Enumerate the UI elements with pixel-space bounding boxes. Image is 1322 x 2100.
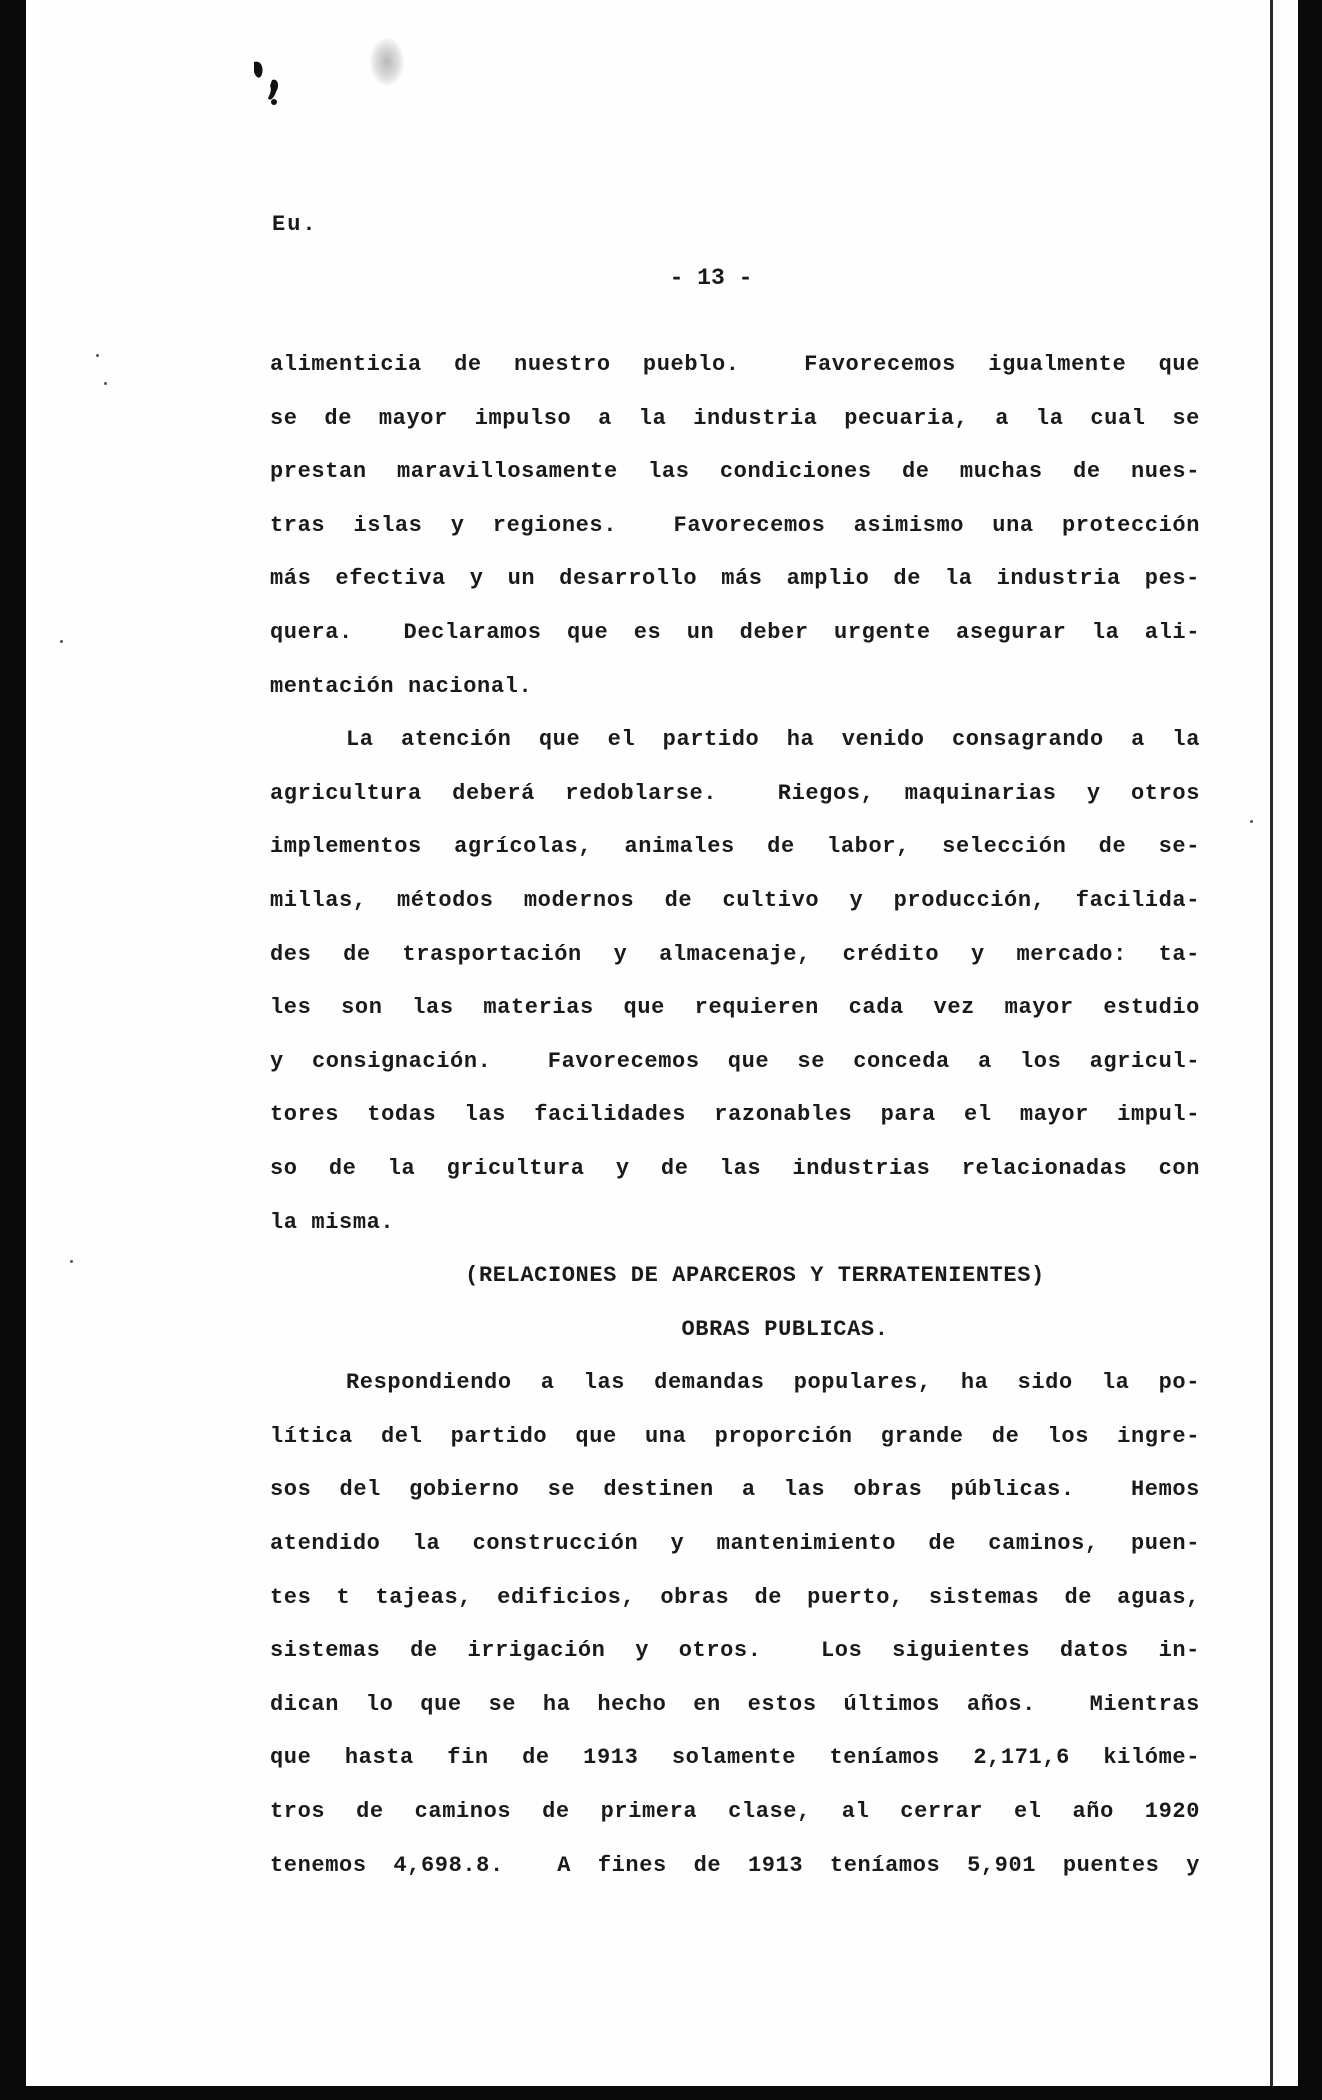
scan-left-border	[0, 0, 26, 2100]
text-line: Respondiendo a las demandas populares, ha sido la po-	[346, 1370, 1200, 1396]
section-subheading: (RELACIONES DE APARCEROS Y TERRATENIENTES)	[465, 1263, 1045, 1289]
text-line: millas, métodos modernos de cultivo y producción, facilida-	[270, 887, 1200, 913]
paragraph-1	[270, 338, 1200, 713]
text-line: sos del gobierno se destinen a las obras públicas. Hemos	[270, 1477, 1200, 1503]
scan-right-border	[1298, 0, 1322, 2100]
text-line: que hasta fin de 1913 solamente teníamos 2,171,6 kilóme-	[270, 1745, 1200, 1771]
page-edge-line	[1270, 0, 1273, 2086]
text-line: alimenticia de nuestro pueblo. Favorecemos igualmente que	[270, 352, 1200, 377]
text-line: se de mayor impulso a la industria pecuaria, a la cual se	[270, 405, 1200, 431]
text-line: les son las materias que requieren cada vez mayor estudio	[270, 995, 1200, 1021]
text-line: mentación nacional.	[270, 673, 533, 699]
page-number: - 13 -	[669, 265, 753, 291]
text-line: prestan maravillosamente las condiciones de muchas de nues-	[270, 459, 1200, 485]
text-line: tros de caminos de primera clase, al cerrar el año 1920	[270, 1799, 1200, 1825]
ink-blot-marks	[250, 58, 290, 108]
text-line: más efectiva y un desarrollo más amplio de la industria pes-	[270, 566, 1200, 592]
text-line: des de trasportación y almacenaje, crédito y mercado: ta-	[270, 941, 1200, 967]
text-line: agricultura deberá redoblarse. Riegos, maquinarias y otros	[270, 780, 1200, 806]
corner-reference: Eu.	[272, 212, 318, 237]
text-line: tras islas y regiones. Favorecemos asimismo una protección	[270, 512, 1200, 538]
text-line: la misma.	[270, 1209, 395, 1235]
text-line: sistemas de irrigación y otros. Los siguientes datos in-	[270, 1638, 1200, 1664]
text-line: dican lo que se ha hecho en estos últimos años. Mientras	[270, 1691, 1200, 1717]
text-line: quera. Declaramos que es un deber urgente asegurar la ali-	[270, 619, 1200, 645]
text-line: atendido la construcción y mantenimiento de caminos, puen-	[270, 1531, 1200, 1557]
section-heading: OBRAS PUBLICAS.	[681, 1316, 889, 1342]
scan-bottom-border	[0, 2086, 1322, 2100]
text-line: lítica del partido que una proporción grande de los ingre-	[270, 1423, 1200, 1449]
text-line: y consignación. Favorecemos que se conceda a los agricul-	[270, 1048, 1200, 1074]
text-line: so de la gricultura y de las industrias relacionadas con	[270, 1155, 1200, 1181]
scan-smudge	[370, 38, 404, 86]
paragraph-3	[270, 1356, 1200, 1892]
text-line: tes t tajeas, edificios, obras de puerto, sistemas de aguas,	[270, 1584, 1200, 1610]
text-line: tores todas las facilidades razonables para el mayor impul-	[270, 1102, 1200, 1128]
document-body	[270, 338, 1200, 1892]
paragraph-2	[270, 713, 1200, 1249]
text-line: implementos agrícolas, animales de labor, selección de se-	[270, 834, 1200, 860]
text-line: tenemos 4,698.8. A fines de 1913 teníamos 5,901 puentes y	[270, 1852, 1200, 1878]
text-line: La atención que el partido ha venido consagrando a la	[346, 727, 1200, 753]
